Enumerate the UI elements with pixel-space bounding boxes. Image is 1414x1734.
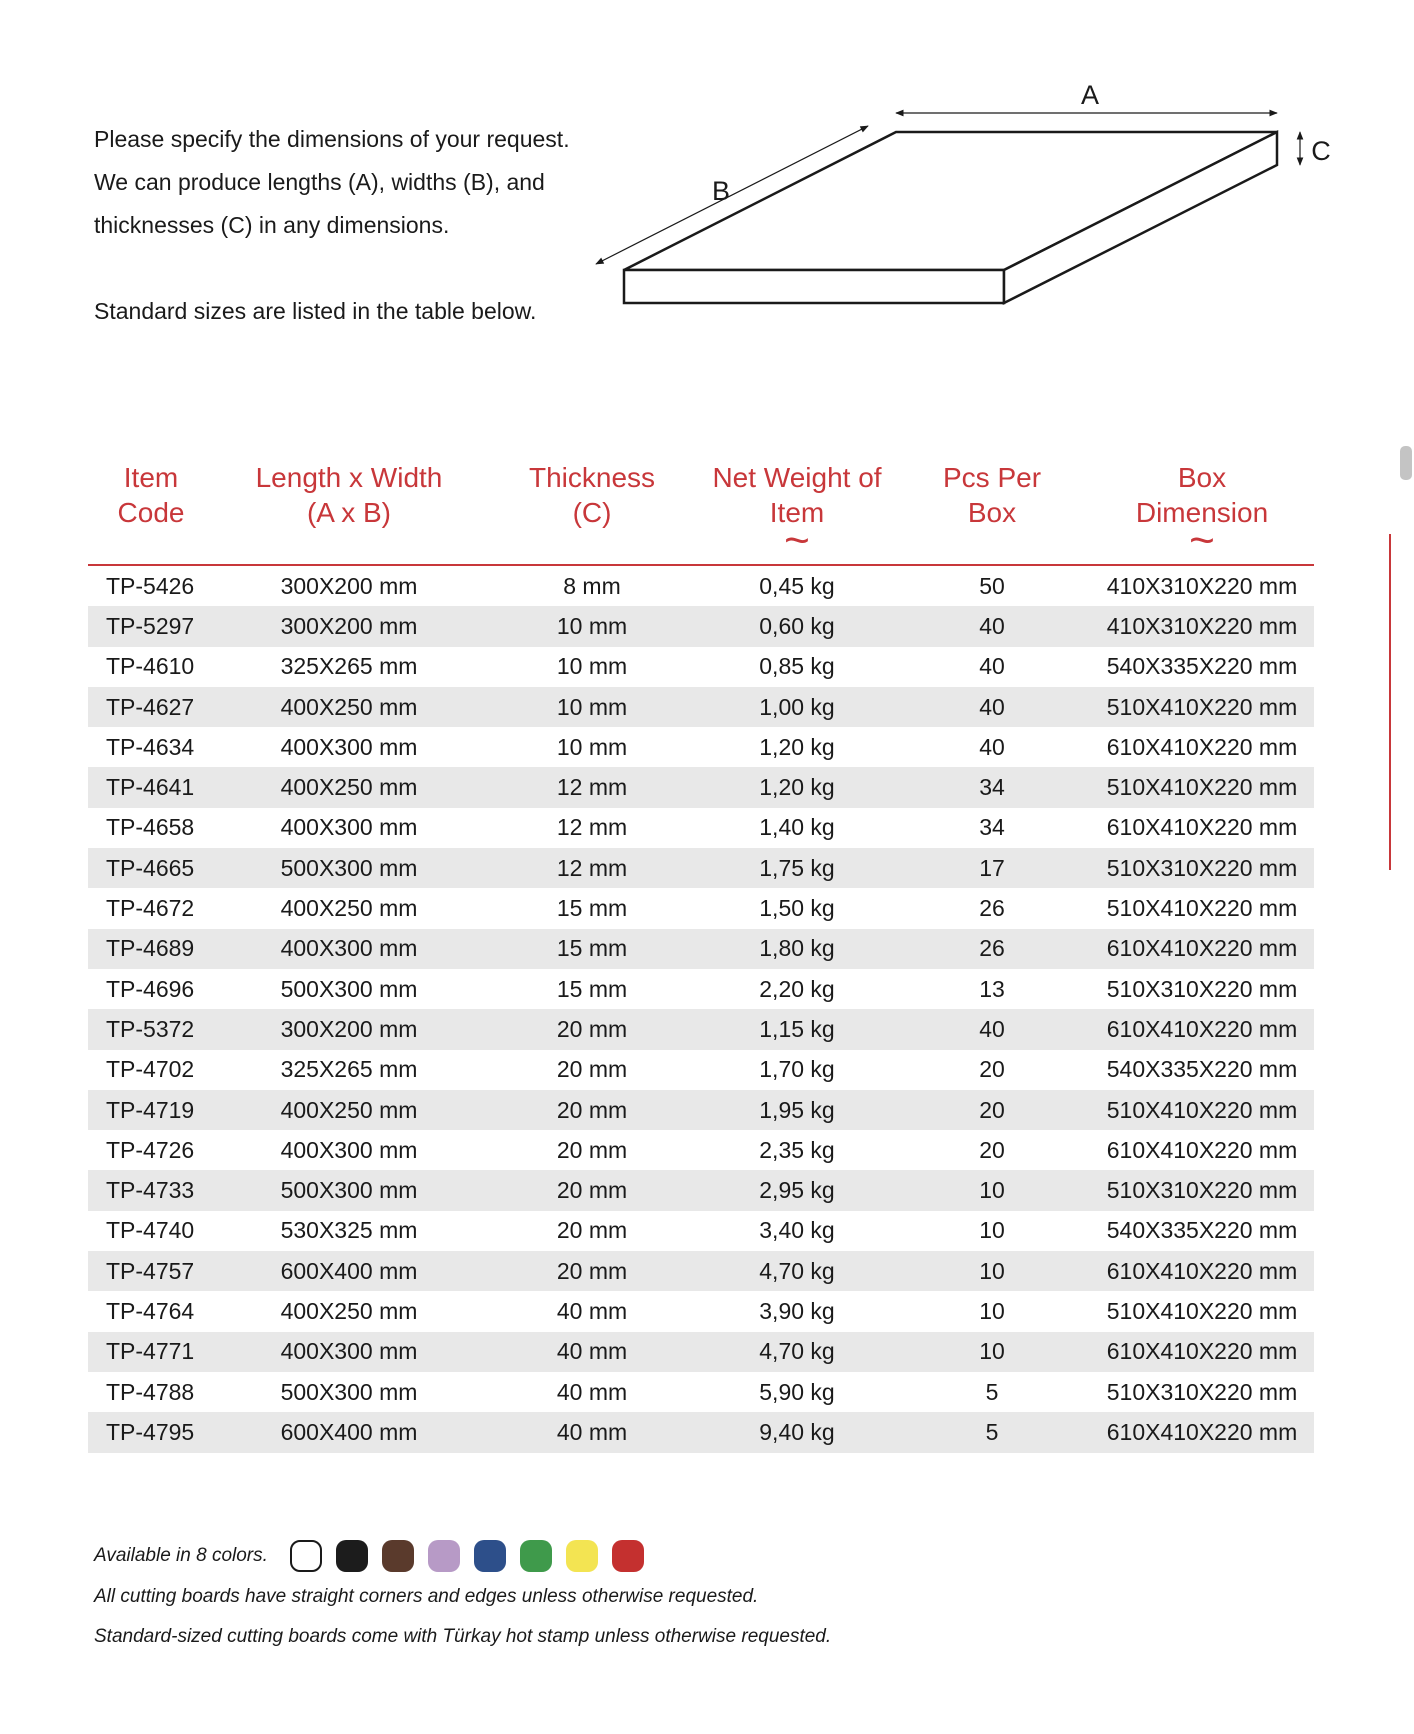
cell-pcs-per-box: 17 <box>894 848 1090 888</box>
cell-box-dimension: 510X410X220 mm <box>1106 1297 1298 1324</box>
cell-box-dimension: 510X410X220 mm <box>1090 767 1314 807</box>
cell-net-weight: 2,20 kg <box>759 975 835 1002</box>
cell-length-width: 400X300 mm <box>280 733 418 760</box>
cell-net-weight: 2,35 kg <box>759 1136 835 1163</box>
cell-item-code: TP-4672 <box>106 895 195 922</box>
intro-text <box>94 118 654 333</box>
table-row <box>88 565 1314 606</box>
table-row <box>88 687 1314 727</box>
table-row <box>88 1009 1314 1049</box>
cell-thickness: 8 mm <box>563 572 621 599</box>
cell-item-code: TP-5297 <box>88 606 214 646</box>
approx-symbol: ~ <box>784 516 810 565</box>
header-box-dimension: Box Dimension ~ <box>1090 456 1314 565</box>
cell-thickness: 40 mm <box>484 1332 700 1372</box>
table-row <box>88 1332 1314 1372</box>
cell-pcs-per-box: 34 <box>979 814 1005 841</box>
cell-item-code: TP-4757 <box>88 1251 214 1291</box>
cell-pcs-per-box: 5 <box>894 1412 1090 1452</box>
table-row <box>88 969 1314 1009</box>
cell-net-weight: 3,90 kg <box>759 1297 835 1324</box>
cell-item-code: TP-5426 <box>106 572 195 599</box>
cell-length-width: 300X200 mm <box>214 606 484 646</box>
product-size-table-container <box>88 456 1314 1453</box>
cell-thickness: 20 mm <box>556 1217 628 1244</box>
cell-length-width: 400X250 mm <box>214 687 484 727</box>
cell-pcs-per-box: 40 <box>979 653 1005 680</box>
cell-net-weight: 0,45 kg <box>759 572 835 599</box>
cell-item-code: TP-4795 <box>88 1412 214 1452</box>
colors-label: Available in 8 colors. <box>94 1545 268 1566</box>
table-row <box>88 1211 1314 1251</box>
cell-pcs-per-box: 5 <box>985 1378 999 1405</box>
color-swatch <box>382 1540 414 1572</box>
cell-item-code: TP-4726 <box>106 1136 195 1163</box>
cell-net-weight: 4,70 kg <box>700 1332 894 1372</box>
cell-pcs-per-box: 10 <box>979 1297 1005 1324</box>
cell-pcs-per-box: 40 <box>979 733 1005 760</box>
note-corners: All cutting boards have straight corners and edges unless otherwise requested. <box>94 1586 759 1607</box>
cell-item-code: TP-4689 <box>88 929 214 969</box>
cell-thickness: 40 mm <box>556 1378 628 1405</box>
cell-length-width: 400X300 mm <box>280 1136 418 1163</box>
cell-length-width: 400X300 mm <box>214 929 484 969</box>
cell-pcs-per-box: 10 <box>894 1251 1090 1291</box>
intro-line-1: Please specify the dimensions of your request. <box>94 126 570 152</box>
color-swatches <box>290 1540 658 1572</box>
cell-pcs-per-box: 26 <box>979 895 1005 922</box>
table-row <box>88 1050 1314 1090</box>
table-row <box>88 1372 1314 1412</box>
cell-box-dimension: 610X410X220 mm <box>1090 1332 1314 1372</box>
approx-symbol: ~ <box>1189 516 1215 565</box>
cell-item-code: TP-4627 <box>88 687 214 727</box>
cell-box-dimension: 540X335X220 mm <box>1106 653 1298 680</box>
cell-net-weight: 1,20 kg <box>700 767 894 807</box>
cell-thickness: 40 mm <box>484 1412 700 1452</box>
table-row <box>88 1170 1314 1210</box>
cell-length-width: 400X250 mm <box>214 767 484 807</box>
cell-net-weight: 1,70 kg <box>759 1056 835 1083</box>
cell-pcs-per-box: 20 <box>979 1136 1005 1163</box>
color-swatch <box>474 1540 506 1572</box>
dimension-a-label: A <box>1080 80 1100 110</box>
cell-item-code: TP-4696 <box>106 975 195 1002</box>
cell-box-dimension: 510X310X220 mm <box>1090 1170 1314 1210</box>
cell-pcs-per-box: 26 <box>894 929 1090 969</box>
table-row <box>88 1130 1314 1170</box>
cell-box-dimension: 510X410X220 mm <box>1090 687 1314 727</box>
cell-pcs-per-box: 20 <box>979 1056 1005 1083</box>
cell-box-dimension: 610X410X220 mm <box>1106 814 1298 841</box>
cell-length-width: 600X400 mm <box>214 1251 484 1291</box>
cell-net-weight: 1,00 kg <box>700 687 894 727</box>
color-options <box>94 1538 658 1574</box>
cell-length-width: 500X300 mm <box>280 975 418 1002</box>
cell-pcs-per-box: 10 <box>894 1332 1090 1372</box>
cell-item-code: TP-4702 <box>106 1056 195 1083</box>
cell-pcs-per-box: 40 <box>894 1009 1090 1049</box>
color-swatch <box>612 1540 644 1572</box>
table-row <box>88 606 1314 646</box>
table-body <box>88 565 1314 1453</box>
intro-line-3: thicknesses (C) in any dimensions. <box>94 212 450 238</box>
cell-net-weight: 1,40 kg <box>759 814 835 841</box>
table-row <box>88 1090 1314 1130</box>
table-row <box>88 1251 1314 1291</box>
board-front-face <box>624 270 1004 303</box>
cell-box-dimension: 610X410X220 mm <box>1090 1412 1314 1452</box>
cell-net-weight: 1,80 kg <box>700 929 894 969</box>
cell-net-weight: 1,75 kg <box>700 848 894 888</box>
intro-line-4: Standard sizes are listed in the table below. <box>94 298 537 324</box>
cell-pcs-per-box: 10 <box>979 1217 1005 1244</box>
cell-net-weight: 4,70 kg <box>700 1251 894 1291</box>
cell-box-dimension: 610X410X220 mm <box>1090 1251 1314 1291</box>
cell-length-width: 530X325 mm <box>280 1217 418 1244</box>
header-net-weight: Net Weight of Item ~ <box>700 456 894 565</box>
cell-item-code: TP-4740 <box>106 1217 195 1244</box>
table-row <box>88 1412 1314 1452</box>
cell-item-code: TP-4641 <box>88 767 214 807</box>
cell-pcs-per-box: 34 <box>894 767 1090 807</box>
cell-net-weight: 9,40 kg <box>700 1412 894 1452</box>
cell-thickness: 10 mm <box>556 653 628 680</box>
cell-box-dimension: 610X410X220 mm <box>1090 1009 1314 1049</box>
cell-length-width: 300X200 mm <box>214 1009 484 1049</box>
cell-length-width: 325X265 mm <box>280 653 418 680</box>
cell-length-width: 400X300 mm <box>214 1332 484 1372</box>
table-header-row <box>88 456 1314 565</box>
header-thickness: Thickness (C) <box>484 456 700 565</box>
cell-thickness: 15 mm <box>556 975 628 1002</box>
cell-box-dimension: 510X310X220 mm <box>1106 1378 1298 1405</box>
cell-box-dimension: 610X410X220 mm <box>1090 929 1314 969</box>
cell-box-dimension: 540X335X220 mm <box>1106 1217 1298 1244</box>
cell-item-code: TP-4665 <box>88 848 214 888</box>
cell-length-width: 600X400 mm <box>214 1412 484 1452</box>
cell-box-dimension: 510X410X220 mm <box>1090 1090 1314 1130</box>
dimension-c-label: C <box>1311 136 1331 166</box>
intro-line-2: We can produce lengths (A), widths (B), and <box>94 169 545 195</box>
header-length-width: Length x Width (A x B) <box>214 456 484 565</box>
cell-box-dimension: 410X310X220 mm <box>1090 606 1314 646</box>
cell-thickness: 20 mm <box>484 1090 700 1130</box>
note-hot-stamp: Standard-sized cutting boards come with Türkay hot stamp unless otherwise requested. <box>94 1626 832 1647</box>
cell-item-code: TP-5372 <box>88 1009 214 1049</box>
cell-item-code: TP-4764 <box>106 1297 195 1324</box>
cell-thickness: 10 mm <box>556 733 628 760</box>
cell-net-weight: 3,40 kg <box>759 1217 835 1244</box>
cell-thickness: 20 mm <box>556 1136 628 1163</box>
cell-item-code: TP-4719 <box>88 1090 214 1130</box>
cell-thickness: 12 mm <box>556 814 628 841</box>
color-swatch <box>520 1540 552 1572</box>
table-row <box>88 808 1314 848</box>
header-pcs-per-box: Pcs Per Box <box>894 456 1090 565</box>
table-row <box>88 888 1314 928</box>
cell-thickness: 10 mm <box>484 687 700 727</box>
cell-length-width: 325X265 mm <box>280 1056 418 1083</box>
color-swatch <box>428 1540 460 1572</box>
cell-length-width: 400X250 mm <box>280 1297 418 1324</box>
cell-length-width: 500X300 mm <box>280 1378 418 1405</box>
cell-length-width: 400X250 mm <box>214 1090 484 1130</box>
color-swatch <box>566 1540 598 1572</box>
cell-thickness: 20 mm <box>484 1251 700 1291</box>
cell-length-width: 500X300 mm <box>214 848 484 888</box>
cell-box-dimension: 410X310X220 mm <box>1106 572 1298 599</box>
table-row <box>88 767 1314 807</box>
board-dimension-diagram <box>580 80 1340 360</box>
scrollbar-track-indicator[interactable] <box>1389 534 1391 870</box>
cell-net-weight: 2,95 kg <box>700 1170 894 1210</box>
color-swatch <box>290 1540 322 1572</box>
cell-net-weight: 0,85 kg <box>759 653 835 680</box>
table-row <box>88 848 1314 888</box>
cell-box-dimension: 510X310X220 mm <box>1106 975 1298 1002</box>
cell-thickness: 10 mm <box>484 606 700 646</box>
cell-item-code: TP-4733 <box>88 1170 214 1210</box>
cell-pcs-per-box: 40 <box>894 606 1090 646</box>
cell-net-weight: 1,15 kg <box>700 1009 894 1049</box>
cell-thickness: 12 mm <box>484 848 700 888</box>
table-row <box>88 727 1314 767</box>
cell-pcs-per-box: 50 <box>979 572 1005 599</box>
cell-item-code: TP-4771 <box>88 1332 214 1372</box>
cell-box-dimension: 510X310X220 mm <box>1090 848 1314 888</box>
cell-thickness: 15 mm <box>484 929 700 969</box>
cell-length-width: 500X300 mm <box>214 1170 484 1210</box>
cell-thickness: 20 mm <box>484 1170 700 1210</box>
cell-box-dimension: 610X410X220 mm <box>1106 733 1298 760</box>
cell-thickness: 20 mm <box>556 1056 628 1083</box>
cell-net-weight: 1,50 kg <box>759 895 835 922</box>
cell-pcs-per-box: 13 <box>979 975 1005 1002</box>
cell-net-weight: 1,20 kg <box>759 733 835 760</box>
cell-item-code: TP-4634 <box>106 733 195 760</box>
dimension-b-label: B <box>711 176 731 206</box>
cell-length-width: 400X250 mm <box>280 895 418 922</box>
product-size-table <box>88 456 1314 1453</box>
cell-thickness: 15 mm <box>556 895 628 922</box>
cell-net-weight: 5,90 kg <box>759 1378 835 1405</box>
scrollbar-thumb[interactable] <box>1400 446 1412 480</box>
cell-box-dimension: 540X335X220 mm <box>1106 1056 1298 1083</box>
table-row <box>88 929 1314 969</box>
cell-box-dimension: 610X410X220 mm <box>1106 1136 1298 1163</box>
cell-box-dimension: 510X410X220 mm <box>1106 895 1298 922</box>
cell-length-width: 300X200 mm <box>280 572 418 599</box>
table-row <box>88 647 1314 687</box>
color-swatch <box>336 1540 368 1572</box>
cell-thickness: 40 mm <box>556 1297 628 1324</box>
cell-pcs-per-box: 20 <box>894 1090 1090 1130</box>
cell-item-code: TP-4610 <box>106 653 195 680</box>
cell-thickness: 20 mm <box>484 1009 700 1049</box>
cell-thickness: 12 mm <box>484 767 700 807</box>
header-item-code: Item Code <box>88 456 214 565</box>
cell-length-width: 400X300 mm <box>280 814 418 841</box>
cell-item-code: TP-4658 <box>106 814 195 841</box>
cell-pcs-per-box: 10 <box>894 1170 1090 1210</box>
cell-net-weight: 1,95 kg <box>700 1090 894 1130</box>
cell-pcs-per-box: 40 <box>894 687 1090 727</box>
table-row <box>88 1291 1314 1331</box>
cell-net-weight: 0,60 kg <box>700 606 894 646</box>
cell-item-code: TP-4788 <box>106 1378 195 1405</box>
